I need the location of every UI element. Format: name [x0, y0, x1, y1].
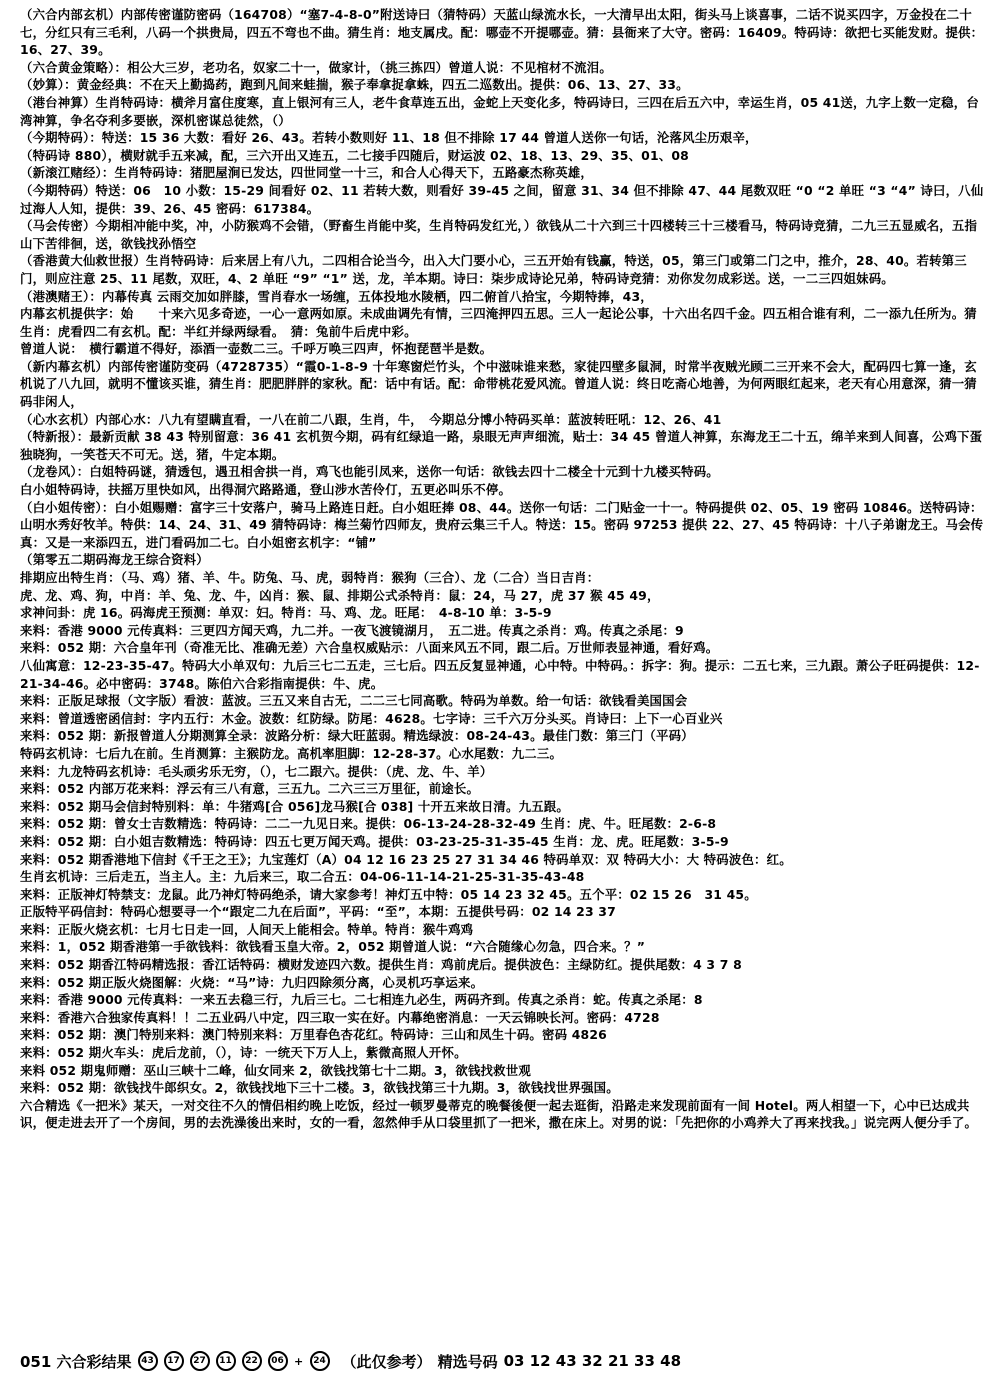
- text-paragraph: 来料：正版火烧玄机：七月七日走一回，人间天上能相会。特单。特肖：猴牛鸡鸡: [20, 921, 474, 937]
- text-paragraph: 来料 052 期鬼师赠：巫山三峡十二峰，仙女同来 2，欲钱找第七十二期。3，欲钱找救世观: [20, 1062, 531, 1078]
- text-paragraph: 来料：052 期正版火烧图解：火烧：“马”诗：九归四除须分离，心灵机巧享运来。: [20, 974, 484, 990]
- text-paragraph: （特新报）：最新贡献 38 43 特别留意：36 41 玄机贺今期，码有红绿追一路，泉眼无声声细流，贴士：34 45 曾道人神算，东海龙王二十五，绵羊来到人间喜，公鸡下蛋独晓狗，一笑苍天不可无。送，猪，牛定本期。: [20, 429, 983, 462]
- text-paragraph: 白小姐特码诗，扶摇万里快如风，出得洞穴路路通，登山涉水苦伶仃，五更必叫乐不停。: [20, 482, 512, 498]
- text-paragraph: 来料：052 期马会信封特别料：单：牛猪鸡[合 056]龙马猴[合 038] 十开五来故日清。九五跟。: [20, 798, 569, 814]
- text-paragraph: 来料：052 期：新报曾道人分期测算全录：波路分析：绿大旺蓝弱。精选绿波：08-24-43。最佳门数：第三门（平码）: [20, 728, 694, 744]
- text-paragraph: （心水玄机）内部心水：八九有望瞒直看，一八在前二八跟，生肖，牛， 今期总分博小特码买单：蓝波转旺吼：12、26、41: [20, 411, 722, 427]
- text-paragraph: （今期特码）：特送：15 36 大数：看好 26、43。若转小数则好 11、18 但不排除 17 44 曾道人送你一句话，沦落风尘历艰辛，: [20, 130, 758, 146]
- result-ball: 06: [268, 1351, 288, 1371]
- special-ball: 24: [310, 1351, 330, 1371]
- text-paragraph: 六合精选《一把米》某天，一对交往不久的情侣相约晚上吃饭，经过一顿罗曼蒂克的晚餐後便一起去逛街，沿路走来发现前面有一间 Hotel。两人相望一下，心中已达成共识，便走进去开了一个房间，男的去洗澡後出来时，女的一看，忽然伸手从口袋里抓了一把米，撒在床上。对男的说：「先把你的小鸡养大了再来找我。」说完两人便分手了。: [20, 1097, 978, 1131]
- result-ball: 11: [216, 1351, 236, 1371]
- text-paragraph: 来料：052 期：澳门特别来料：澳门特别来料：万里春色杏花红。特码诗：三山和凤生十码。密码 4826: [20, 1027, 607, 1043]
- text-paragraph: 来料：052 期：六合皇年刊（奇准无比、准确无差）六合皇权威贴示：八面来风五不同，跟二后。万世师表显神通，看好鸡。: [20, 640, 719, 656]
- text-paragraph: （第零五二期码海龙王综合资料）: [20, 552, 209, 568]
- text-paragraph: 来料：九龙特码玄机诗：毛头顽劣乐无穷，（），七二跟六。提供：（虎、龙、牛、羊）: [20, 763, 493, 779]
- text-paragraph: 来料：香港 9000 元传真料：一来五去稳三行，九后三七。二七相连九必生，两码齐到。传真之杀肖：蛇。传真之杀尾：8: [20, 992, 703, 1008]
- text-paragraph: （白小姐传密）：白小姐赐赠：富字三十安落户，骑马上路连日赶。白小姐旺捧 08、44。送你一句话：二门贴金一十一。特码提供 02、05、19 密码 10846。送特码诗：山明水秀好牧羊。特供：14、24、31、49 猜特码诗：梅兰菊竹四师友，贵府云集三千人。特送：15。密码 97253 提供 22、27、45 特码诗：十八子弟谢龙王。马会传真：又是一来添四五，进门看码加二七。白小姐密玄机字：“铺”: [20, 499, 984, 550]
- text-paragraph: 曾道人说： 横行霸道不得好，添酒一壶数二三。千呼万唤三四声，怀抱琵琶半是数。: [20, 341, 493, 357]
- text-paragraph: 来料：052 期：白小姐吉数精选：特码诗：四五七更万闻天鸡。提供：03-23-25-31-35-45 生肖：龙、虎。旺尾数：3-5-9: [20, 833, 729, 849]
- text-paragraph: （香港黄大仙救世报）生肖特码诗：后来居上有八九，二四相合论当今，出入大门要小心，三五开始有钱赢，特送，05，第三门或第二门之中，推介，28、40。若转第三门，则应注意 25、11 尾数，双旺，4、2 单旺 “9” “1” 送，龙，羊本期。诗曰：柒步成诗论兄弟，特码诗竞猜：劝你发勿成彩送。送，一二三四姐妹码。: [20, 253, 967, 286]
- result-balls: [138, 1351, 336, 1371]
- text-paragraph: 来料：正版神灯特禁支：龙鼠。此乃神灯特码绝杀，请大家参考！神灯五中特：05 14 23 32 45。五个平：02 15 26 31 45。: [20, 886, 757, 902]
- result-label: 051 六合彩结果: [20, 1352, 132, 1371]
- text-paragraph: 虎、龙、鸡、狗，中肖：羊、兔、龙、牛，凶肖：猴、鼠、排期公式杀特肖：鼠：24，马 27，虎 37 猴 45 49，: [20, 587, 660, 603]
- result-ball: 27: [190, 1351, 210, 1371]
- text-paragraph: （六合内部玄机）内部传密谨防密码（164708）“塞7-4-8-0”附送诗曰（猜特码）天蓝山绿流水长，一大清早出太阳，街头马上谈喜事，二话不说买四字，万金投在二十七，分红只有三毛利，八码一个拱贵局，四五不弯也不曲。猜生肖：地支属戌。配：哪壶不开提哪壶。猜：县衙来了大守。密码：16409。特码诗：欲把七买能发财。提供：16、27、39。: [20, 7, 984, 58]
- text-paragraph: 特码玄机诗：七后九在前。生肖测算：主猴防龙。高机率胆脚：12-28-37。心水尾数：九二三。: [20, 745, 563, 761]
- result-ball: 17: [164, 1351, 184, 1371]
- plus-sign: +: [294, 1351, 304, 1371]
- document-body: [20, 6, 986, 1346]
- text-paragraph: 内幕玄机提供字：始 十来六见多奇迹，一心一意两如原。未成曲调先有情，三四淹押四五思。三人一起论公事，十六出名四千金。四五相合谁有利，二一添九任所为。猜生肖：虎看四二有玄机。配：半红并绿两绿看。 猜：兔前牛后虎中彩。: [20, 306, 977, 339]
- result-note: （此仅参考）: [341, 1352, 432, 1371]
- text-paragraph: （特码诗 880），横财就手五来减，配，三六开出又连五，二七接手四随后，财运波 02、18、13、29、35、01、08: [20, 147, 690, 163]
- text-paragraph: 来料：1，052 期香港第一手欲钱料：欲钱看玉皇大帝。2，052 期曾道人说：“六合随缘心勿急，四合来。？”: [20, 939, 646, 955]
- text-paragraph: （六合黄金策略）：相公大三岁，老功名，奴家二十一，做家计，（挑三拣四）曾道人说：不见棺材不流泪。: [20, 59, 612, 75]
- text-paragraph: （新内幕玄机）内部传密谨防变码（4728735）“霞0-1-8-9 十年寒窗烂竹头，个中滋味谁来愁，家徒四壁多鼠洞，时常半夜贼光顾二三开来不会大，配码四七算一逢，玄机说了八九回，就明不懂该买谁，猜生肖：肥肥胖胖的家秋。配：话中有话。配：命带桃花爱风流。曾道人说：终日吃斋心地善，为何两眼红起来，老天有心用意深，猜一猜码非闲人，: [20, 358, 977, 410]
- text-paragraph: （马会传密）今期相冲能中奖，冲，小防猴鸡不会错，（野畜生肖能中奖，生肖特码发红光，）欲钱从二十六到三十四楼转三十三楼看马，特码诗竞猜，二九三五显威名，五指山下苦徘徊，送，欲钱找孙悟空: [20, 218, 978, 251]
- result-footer: [20, 1347, 986, 1375]
- text-paragraph: 来料：052 期火车头：虎后龙前，（），诗：一统天下万人上，紫微高照人开怀。: [20, 1045, 467, 1061]
- text-paragraph: （妙算）：黄金经典：不在天上勤捣药，跑到凡间来蛙揣，猴子奉拿捉拿蛛，四五二巡数出。提供：06、13、27、33。: [20, 77, 689, 93]
- text-paragraph: 八仙寓意：12-23-35-47。特码大小单双句：九后三七二五走，三七后。四五反复显神通，心中特。中特码。：拆字：狗。提示：二五七来，三九跟。萧公子旺码提供：12-21-34-46。必中密码：3748。陈伯六合彩指南提供：牛、虎。: [20, 657, 980, 691]
- picks-label: 精选号码: [437, 1352, 498, 1371]
- text-paragraph: 来料：曾道透密函信封：字内五行：木金。波数：红防绿。防尾：4628。七字诗：三千六万分头买。肖诗曰：上下一心百业兴: [20, 710, 723, 726]
- text-paragraph: （龙卷风）：白姐特码谜，猜透包，遇丑相舍拱一肖，鸡飞也能引凤来，送你一句话：欲钱去四十二楼全十元到十九楼买特码。: [20, 464, 719, 480]
- text-paragraph: 来料：052 期：曾女士吉数精选：特码诗：二二一九见日来。提供：06-13-24-28-32-49 生肖：虎、牛。旺尾数：2-6-8: [20, 816, 717, 832]
- text-paragraph: 来料：052 期：欲钱找牛郎织女。2，欲钱找地下三十二楼。3，欲钱找第三十九期。3，欲钱找世界强国。: [20, 1080, 619, 1096]
- text-paragraph: 生肖玄机诗：三后走五，当主人。主：九后来三，取二合五：04-06-11-14-21-25-31-35-43-48: [20, 869, 585, 885]
- text-paragraph: 正版特平码信封：特码心想要寻一个“跟定二九在后面”，平码：“至”，本期：五提供号码：02 14 23 37: [20, 904, 616, 920]
- text-paragraph: 来料：香港 9000 元传真料：三更四方闻天鸡，九二并。一夜飞渡镜湖月， 五二进。传真之杀肖：鸡。传真之杀尾：9: [20, 622, 684, 638]
- result-ball: 43: [138, 1351, 158, 1371]
- text-paragraph: （新滚江赌经）：生肖特码诗：猪肥屋涧已发达，四世同堂一十三，和合人心得天下，五路豪杰称英雄，: [20, 165, 593, 181]
- text-paragraph: 排期应出特生肖：（马、鸡）猪、羊、牛。防兔、马、虎，弱特肖：猴狗（三合）、龙（二合）当日吉肖：: [20, 570, 600, 585]
- text-paragraph: 来料：香港六合独家传真料！！二五业码八中定，四三取一实在好。内幕绝密消息：一天云锦映长河。密码：4728: [20, 1009, 660, 1025]
- text-paragraph: （港澳赌王）：内幕传真 云雨交加如胖膝，雪肖春水一场缠，五体投地水陵栖，四二俯首八拾宝，今期特捧，43，: [20, 288, 653, 304]
- text-paragraph: （港台神算）生肖特码诗：横斧月富住度寒，直上银河有三人，老牛食草连五出，金蛇上天变化多，特码诗曰，三四在后五六中，幸运生肖，05 41送，九字上数一定稳，台湾神算，争名夺利多要嵌，深机密谋总徒然，（）: [20, 94, 979, 128]
- text-paragraph: （今期特码）特送：06 10 小数：15-29 间看好 02、11 若转大数，则看好 39-45 之间，留意 31、34 但不排除 47、44 尾数双旺 “0 “2 单旺 “3 “4” 诗曰，八仙过海人人知，提供：39、26、45 密码：617384。: [20, 182, 984, 216]
- text-paragraph: 来料：052 内部万花来料：浮云有三八有意，三五九。二六三三万里征，前途长。: [20, 781, 480, 797]
- text-paragraph: 求神问卦：虎 16。码海虎王预测：单双：妇。特肖：马、鸡、龙。旺尾： 4-8-10 单：3-5-9: [20, 605, 552, 621]
- picks-numbers: 03 12 43 32 21 33 48: [503, 1352, 682, 1370]
- text-paragraph: 来料：052 期香江特码精选报：香江话特码：横财发迹四六数。提供生肖：鸡前虎后。提供波色：主绿防红。提供尾数：4 3 7 8: [20, 957, 742, 973]
- result-ball: 22: [242, 1351, 262, 1371]
- text-paragraph: 来料：052 期香港地下信封《千王之王》；九宝莲灯（A）04 12 16 23 25 27 31 34 46 特码单双：双 特码大小：大 特码波色：红。: [20, 851, 792, 867]
- text-paragraph: 来料：正版足球报（文字版）看波：蓝波。三五又来自古无，二二三七同高歌。特码为单数。给一句话：欲钱看美国国会: [20, 693, 688, 709]
